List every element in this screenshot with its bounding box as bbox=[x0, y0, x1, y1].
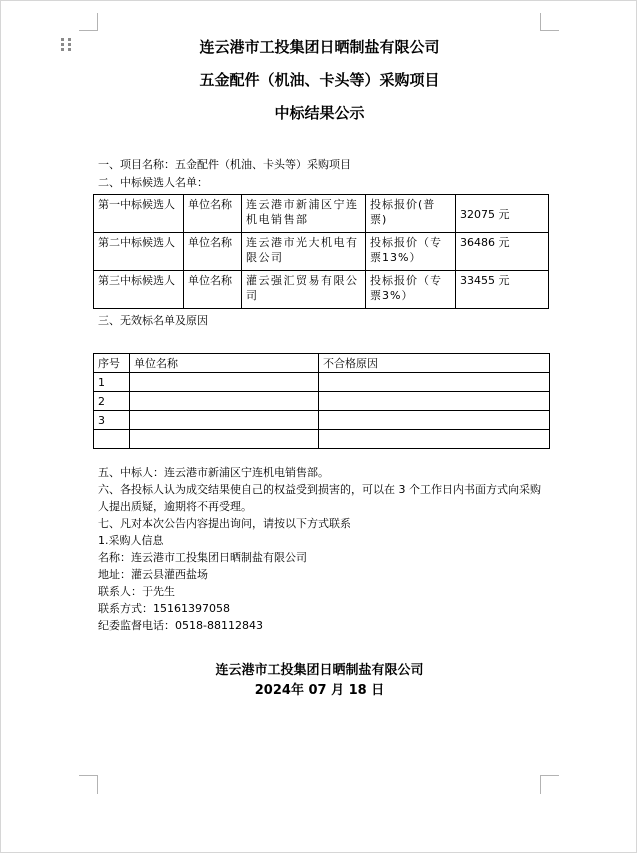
table-row bbox=[94, 195, 549, 233]
crop-mark-bottom-left-v bbox=[97, 776, 98, 794]
title-project: 五金配件（机油、卡头等）采购项目 bbox=[199, 71, 440, 89]
cell-reason bbox=[319, 411, 550, 430]
signature-date: 2024年 07 月 18 日 bbox=[254, 683, 385, 698]
crop-mark-bottom-left-h bbox=[79, 775, 98, 776]
supervision-phone: 纪委监督电话：0518-88112843 bbox=[98, 619, 263, 632]
table-row bbox=[94, 373, 550, 392]
candidate-unit-label: 单位名称 bbox=[184, 271, 242, 309]
table-row bbox=[94, 430, 550, 449]
section-invalid-bids-heading: 三、无效标名单及原因 bbox=[98, 314, 208, 327]
invalid-bids-table bbox=[93, 353, 550, 449]
candidate-unit-label: 单位名称 bbox=[184, 233, 242, 271]
cell-serial bbox=[94, 430, 130, 449]
candidate-rank: 第三中标候选人 bbox=[94, 271, 184, 309]
cell-unit-name bbox=[130, 373, 319, 392]
candidate-price-label: 投标报价(普票) bbox=[366, 195, 456, 233]
header-unit-name: 单位名称 bbox=[130, 354, 319, 373]
table-row bbox=[94, 233, 549, 271]
candidate-rank: 第二中标候选人 bbox=[94, 233, 184, 271]
candidate-price-label: 投标报价（专票13%） bbox=[366, 233, 456, 271]
candidate-company: 连云港市光大机电有限公司 bbox=[242, 233, 366, 271]
signature-block bbox=[1, 661, 637, 701]
cell-reason bbox=[319, 430, 550, 449]
purchaser-phone: 联系方式：15161397058 bbox=[98, 602, 230, 615]
section-project-name: 一、项目名称：五金配件（机油、卡头等）采购项目 bbox=[98, 158, 351, 171]
candidate-company: 连云港市新浦区宁连机电销售部 bbox=[242, 195, 366, 233]
signature-company: 连云港市工投集团日晒制盐有限公司 bbox=[215, 663, 424, 678]
candidate-company: 灌云强汇贸易有限公司 bbox=[242, 271, 366, 309]
table-row bbox=[94, 411, 550, 430]
cell-serial: 3 bbox=[94, 411, 130, 430]
candidates-table bbox=[93, 194, 549, 309]
header-reason: 不合格原因 bbox=[319, 354, 550, 373]
section-1-2 bbox=[98, 156, 548, 192]
candidate-rank: 第一中标候选人 bbox=[94, 195, 184, 233]
candidate-unit-label: 单位名称 bbox=[184, 195, 242, 233]
purchaser-info-heading: 1.采购人信息 bbox=[98, 534, 164, 547]
purchaser-contact-person: 联系人：于先生 bbox=[98, 585, 175, 598]
crop-mark-top-right-v bbox=[540, 13, 541, 30]
candidate-price-label: 投标报价（专票3%） bbox=[366, 271, 456, 309]
cell-unit-name bbox=[130, 411, 319, 430]
cell-reason bbox=[319, 373, 550, 392]
candidate-price: 36486 元 bbox=[456, 233, 549, 271]
candidate-price: 33455 元 bbox=[456, 271, 549, 309]
candidate-price: 32075 元 bbox=[456, 195, 549, 233]
paragraph-block bbox=[98, 464, 543, 634]
title-announcement: 中标结果公示 bbox=[274, 104, 365, 122]
crop-mark-bottom-right-v bbox=[540, 776, 541, 794]
section-objection: 六、各投标人认为成交结果使自己的权益受到损害的，可以在 3 个工作日内书面方式向采购人提出质疑，逾期将不再受理。 bbox=[98, 483, 541, 513]
cell-serial: 1 bbox=[94, 373, 130, 392]
cell-serial: 2 bbox=[94, 392, 130, 411]
document-title-block bbox=[1, 31, 637, 130]
purchaser-address: 地址：灌云县灌西盐场 bbox=[98, 568, 208, 581]
table-row bbox=[94, 392, 550, 411]
table-row bbox=[94, 271, 549, 309]
cell-unit-name bbox=[130, 430, 319, 449]
purchaser-name: 名称：连云港市工投集团日晒制盐有限公司 bbox=[98, 551, 307, 564]
header-serial: 序号 bbox=[94, 354, 130, 373]
table-header-row bbox=[94, 354, 550, 373]
section-contact-intro: 七、凡对本次公告内容提出询问，请按以下方式联系 bbox=[98, 517, 351, 530]
crop-mark-top-left-v bbox=[97, 13, 98, 30]
cell-reason bbox=[319, 392, 550, 411]
crop-mark-bottom-right-h bbox=[540, 775, 559, 776]
cell-unit-name bbox=[130, 392, 319, 411]
section-winner: 五、中标人：连云港市新浦区宁连机电销售部。 bbox=[98, 466, 329, 479]
title-company: 连云港市工投集团日晒制盐有限公司 bbox=[199, 38, 440, 56]
section-candidate-list-heading: 二、中标候选人名单： bbox=[98, 176, 208, 189]
